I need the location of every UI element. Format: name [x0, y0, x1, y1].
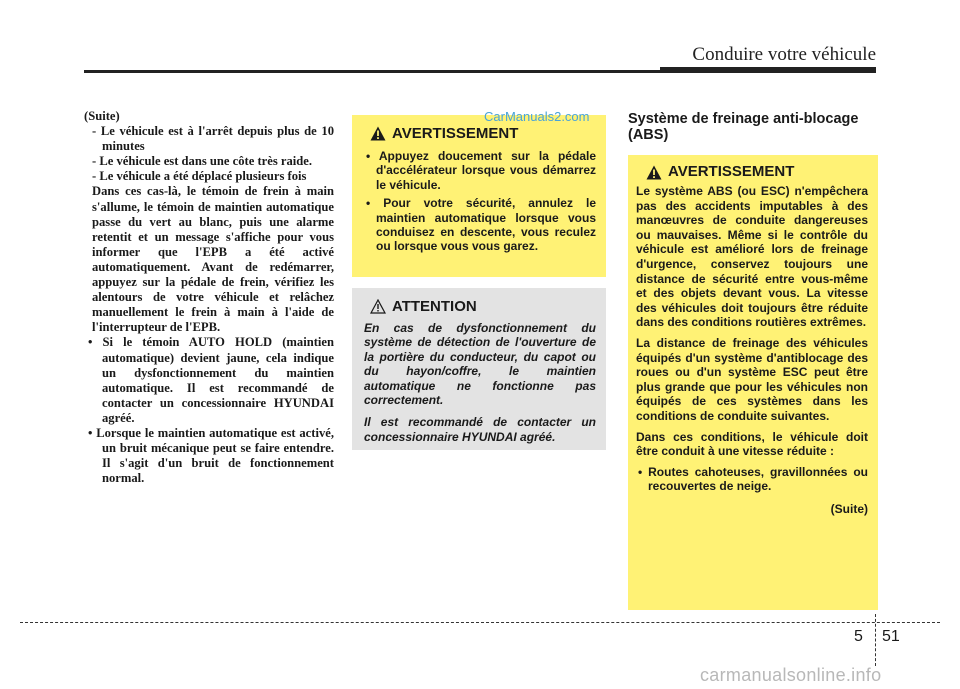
warning-heading-text: AVERTISSEMENT — [668, 163, 795, 181]
section-title-abs: Système de freinage anti-blocage (ABS) — [628, 111, 859, 143]
footer-rule — [20, 622, 940, 623]
abs-bullet-item: • Routes cahoteuses, gravillonnées ou recouvertes de neige. — [638, 464, 868, 494]
abs-paragraph: Dans ces conditions, le véhicule doit être conduit à une vitesse réduite : — [636, 429, 868, 459]
warning-box-abs — [628, 155, 878, 610]
watermark-top: CarManuals2.com — [484, 109, 590, 124]
attention-heading — [364, 298, 596, 315]
continuation-label: (Suite) — [84, 109, 120, 123]
left-column — [84, 109, 334, 486]
caution-triangle-icon — [370, 299, 386, 314]
warning-heading-text: AVERTISSEMENT — [392, 125, 519, 142]
bullet-item: • Si le témoin AUTO HOLD (maintien automatique) devient jaune, cela indique un dysfonctionnement du maintien automatique. Il est recommandé de contacter un concessionnaire HYUNDAI agréé. — [88, 335, 334, 425]
attention-box — [352, 288, 606, 450]
condition-item: - Le véhicule est dans une côte très raide. — [92, 154, 313, 169]
chapter-title: Conduire votre véhicule — [692, 44, 876, 65]
attention-heading-text: ATTENTION — [392, 298, 477, 315]
warning-box-auto-hold — [352, 115, 606, 277]
bullet-item: • Lorsque le maintien automatique est activé, un bruit mécanique peut se faire entendre. Il s'agit d'un bruit de fonctionnement normal. — [88, 425, 334, 486]
condition-item: - Le véhicule a été déplacé plusieurs fois — [92, 169, 307, 184]
warning-triangle-icon — [646, 165, 662, 180]
warning-item: • Pour votre sécurité, annulez le maintien automatique lorsque vous conduisez en descente, vous reculez ou lorsque vous vous garez. — [366, 196, 596, 254]
page-number: 51 — [882, 628, 900, 645]
attention-paragraph: Il est recommandé de contacter un concessionnaire HYUNDAI agréé. — [364, 415, 596, 444]
warning-item: • Appuyez doucement sur la pédale d'accélérateur lorsque vous démarrez le véhicule. — [366, 149, 596, 192]
watermark-bottom: carmanualsonline.info — [700, 665, 882, 685]
warning-heading — [636, 165, 868, 180]
warning-triangle-icon — [370, 126, 386, 141]
header-rule — [84, 70, 876, 73]
abs-paragraph: Le système ABS (ou ESC) n'empêchera pas des accidents imputables à des manœuvres de conduite dangereuses ou mauvaises. Même si le contrôle du véhicule est amélioré lors de freinage d'urgence, conservez toujours une distance de sécurité entre vous-même et des objets devant vous. La vitesse des véhicules doit toujours être réduite dans des conditions routières extrêmes. — [636, 184, 868, 330]
warning-list — [364, 149, 596, 254]
body-paragraph: Dans ces cas-là, le témoin de frein à main s'allume, le témoin de maintien automatique passe du vert au blanc, puis une alarme retentit et un message s'affiche pour vous informer que l'EPB a été activé automatiquement. Avant de redémarrer, appuyez sur la pédale de frein, vérifiez les alentours de votre véhicule et relâchez manuellement le frein à main à l'aide de l'interrupteur de l'EPB. — [92, 184, 334, 335]
warning-heading — [364, 125, 596, 142]
condition-item: - Le véhicule est à l'arrêt depuis plus de 10 minutes — [92, 124, 334, 154]
continuation-label: (Suite) — [830, 501, 868, 516]
abs-paragraph: La distance de freinage des véhicules équipés d'un système d'antiblocage des roues ou d'un système ESC peut être plus grande que pour les véhicules non équipés de ces systèmes dans les conditions de conduite suivantes. — [636, 335, 868, 423]
page-number-separator — [875, 614, 876, 666]
chapter-number: 5 — [854, 628, 863, 645]
attention-paragraph: En cas de dysfonctionnement du système de détection de l'ouverture de la portière du conducteur, du capot ou du hayon/coffre, le maintien automatique ne fonctionne pas correctement. — [364, 321, 596, 408]
